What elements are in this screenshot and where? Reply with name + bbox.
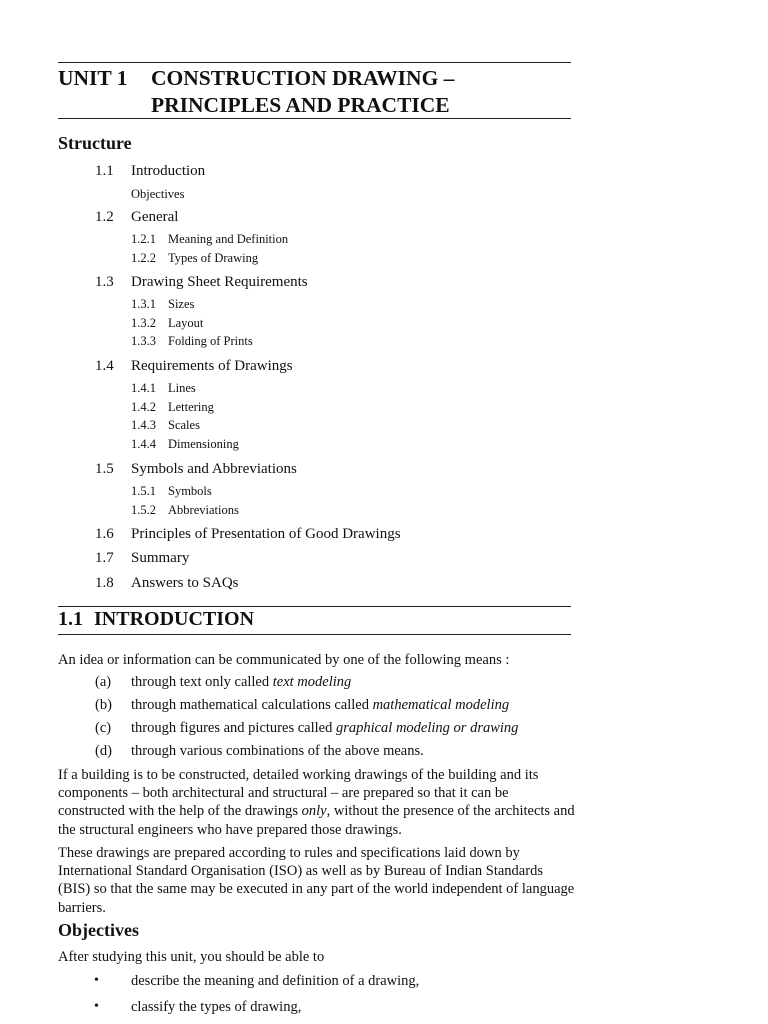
means-text-plain: through figures and pictures called [131, 720, 336, 736]
structure-item-label: Abbreviations [168, 503, 239, 517]
means-text [131, 697, 509, 714]
structure-item [95, 550, 189, 567]
structure-item-number: 1.4.1 [131, 381, 156, 395]
structure-item-label: Types of Drawing [168, 251, 259, 265]
means-marker: (c) [95, 720, 112, 736]
structure-item-number: 1.7 [95, 550, 114, 566]
means-text-plain: through mathematical calculations called [131, 697, 373, 713]
structure-item-number: 1.4.2 [131, 400, 156, 414]
structure-item-number: 1.1 [95, 163, 114, 179]
structure-item-label: Drawing Sheet Requirements [131, 274, 308, 290]
means-marker: (a) [95, 674, 112, 690]
means-text-plain: through various combinations of the above means. [131, 743, 424, 759]
objective-text: describe the meaning and definition of a drawing, [131, 973, 420, 989]
section-top-rule [58, 606, 571, 607]
structure-item [131, 381, 196, 396]
structure-item-label: Answers to SAQs [131, 575, 239, 591]
structure-item-label: Introduction [131, 163, 206, 179]
structure-item-number: 1.3.1 [131, 297, 156, 311]
structure-item-label: Summary [131, 550, 190, 566]
structure-heading: Structure [58, 133, 132, 153]
top-rule [58, 62, 571, 63]
structure-item-number: 1.4.4 [131, 437, 156, 451]
paragraph-building-text-b: , without the presence of the architects and the structural engineers who have prepared those drawings. [58, 803, 575, 838]
section-number: 1.1 [58, 608, 83, 630]
structure-item-number: 1.2.1 [131, 232, 156, 246]
structure-item [95, 575, 239, 592]
structure-item-label: Lettering [168, 400, 214, 414]
unit-title-line-1: CONSTRUCTION DRAWING – [151, 66, 455, 90]
paragraph-building-emphasis: only [301, 803, 327, 820]
structure-item-label: Folding of Prints [168, 334, 253, 348]
structure-item-number: 1.5.1 [131, 484, 156, 498]
means-text-emphasis: mathematical modeling [372, 697, 510, 713]
structure-item [95, 274, 308, 291]
structure-item-number: 1.3 [95, 274, 114, 290]
structure-item [131, 316, 203, 331]
structure-item-label: Scales [168, 418, 200, 432]
structure-item-number: 1.5 [95, 461, 114, 477]
structure-item [131, 437, 239, 452]
paragraph-building-text-a: If a building is to be constructed, detailed working drawings of the building and its components – both architectural and structural – are prepared so that it can be constructed with the help of the drawings [58, 767, 539, 820]
means-marker: (d) [95, 743, 112, 759]
structure-item [131, 251, 258, 266]
section-title: INTRODUCTION [94, 608, 255, 630]
structure-item [131, 187, 184, 202]
structure-item-label: Meaning and Definition [168, 232, 289, 246]
structure-item-number: 1.6 [95, 526, 114, 542]
structure-item-label: Symbols [168, 484, 212, 498]
objectives-heading: Objectives [58, 920, 139, 940]
structure-item [131, 297, 194, 312]
structure-item-number: 1.4.3 [131, 418, 156, 432]
means-text [131, 674, 351, 691]
section-bottom-rule [58, 634, 571, 635]
structure-item-label: Sizes [168, 297, 195, 311]
means-text [131, 743, 424, 760]
objectives-lead: After studying this unit, you should be able to [58, 949, 325, 965]
bullet-icon: • [94, 973, 99, 988]
structure-item [95, 163, 205, 180]
bullet-icon: • [94, 999, 99, 1014]
structure-item [131, 503, 239, 518]
structure-item [131, 334, 253, 349]
structure-item [131, 400, 214, 415]
structure-item-label: Objectives [131, 187, 185, 201]
structure-item-label: Symbols and Abbreviations [131, 461, 297, 477]
structure-item [131, 418, 200, 433]
intro-line: An idea or information can be communicated by one of the following means : [58, 652, 510, 668]
structure-item [95, 526, 401, 543]
structure-item-number: 1.3.2 [131, 316, 156, 330]
structure-item-label: Principles of Presentation of Good Drawings [131, 526, 401, 542]
paragraph-standards: These drawings are prepared according to rules and specifications laid down by International Standard Organisation (ISO) as well as by Bureau of Indian Standards (BIS) so that the same may be executed in any part of the world independent of language barriers. [58, 845, 575, 916]
unit-number: UNIT 1 [58, 66, 128, 90]
objective-text: classify the types of drawing, [131, 999, 302, 1015]
structure-item [95, 461, 297, 478]
unit-title-line-2: PRINCIPLES AND PRACTICE [151, 93, 450, 117]
means-text-emphasis: text modeling [272, 674, 352, 690]
structure-item-label: Requirements of Drawings [131, 358, 293, 374]
structure-item-number: 1.2 [95, 209, 114, 225]
structure-item-number: 1.8 [95, 575, 114, 591]
means-marker: (b) [95, 697, 112, 713]
structure-item-number: 1.2.2 [131, 251, 156, 265]
structure-item [131, 484, 212, 499]
structure-item-number: 1.3.3 [131, 334, 156, 348]
structure-item [131, 232, 288, 247]
structure-item-label: Dimensioning [168, 437, 239, 451]
structure-item-label: General [131, 209, 179, 225]
structure-item-number: 1.4 [95, 358, 114, 374]
structure-item-label: Lines [168, 381, 196, 395]
structure-item-number: 1.5.2 [131, 503, 156, 517]
title-bottom-rule [58, 118, 571, 119]
means-text-plain: through text only called [131, 674, 273, 690]
means-text-emphasis: graphical modeling or drawing [335, 720, 519, 736]
means-text [131, 720, 518, 737]
structure-item [95, 358, 293, 375]
structure-item [95, 209, 178, 226]
paragraph-building [58, 766, 578, 839]
section-heading-introduction [58, 608, 254, 631]
structure-item-label: Layout [168, 316, 204, 330]
